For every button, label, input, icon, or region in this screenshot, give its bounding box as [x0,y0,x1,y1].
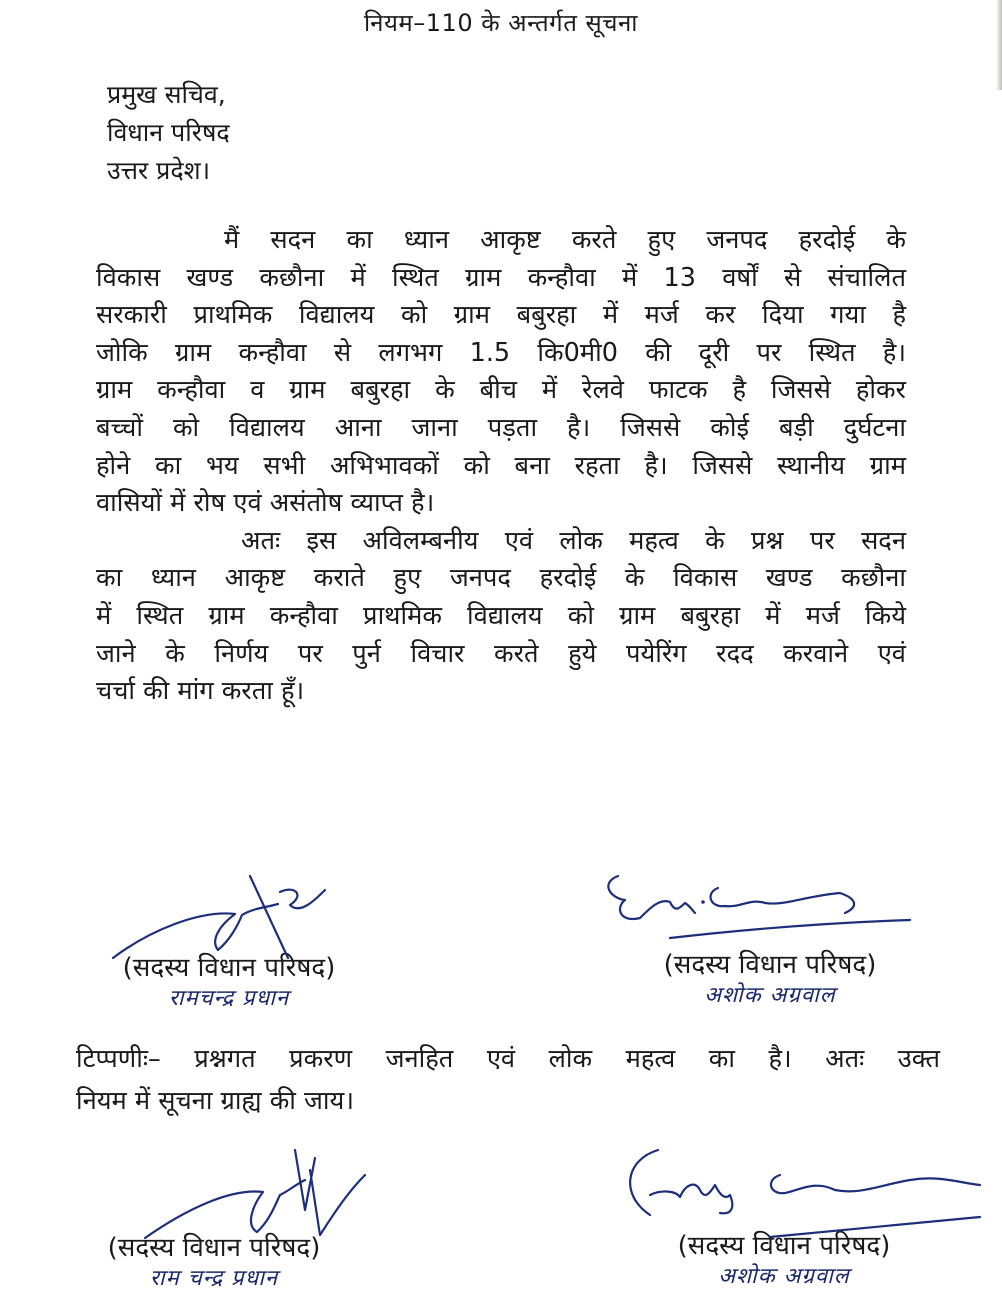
addressee-line: विधान परिषद [107,118,230,147]
paragraph-1-line: सरकारी प्राथमिक विद्यालय को ग्राम बबुरहा में मर्ज कर दिया गया है [96,300,906,331]
document-title: नियम–110 के अन्तर्गत सूचना [363,9,639,37]
designation-label: (सदस्य विधान परिषद) [122,953,336,983]
handwritten-name: राम चन्द्र प्रधान [149,1266,279,1291]
paragraph-2-line: चर्चा की मांग करता हूँ। [96,676,305,707]
designation-label: (सदस्य विधान परिषद) [663,950,877,980]
paragraph-2-line: में स्थित ग्राम कन्हौवा प्राथमिक विद्यालय को ग्राम बबुरहा में मर्ज किये [96,600,906,631]
addressee-line: प्रमुख सचिव, [107,80,226,109]
designation-label: (सदस्य विधान परिषद) [677,1231,891,1261]
paragraph-2-line: का ध्यान आकृष्ट कराते हुए जनपद हरदोई के विकास खण्ड कछौना [96,563,906,594]
signature-ramchandra-pradhan-bottom [145,1150,335,1240]
note-line: टिप्पणीः– प्रश्नगत प्रकरण जनहित एवं लोक महत्व का है। अतः उक्त [76,1044,940,1074]
signature-ramchandra-pradhan-top [110,870,310,960]
paragraph-1-line: वासियों में रोष एवं असंतोष व्याप्त है। [96,488,435,519]
signature-block-top-right [620,945,920,1009]
paragraph-1-line: बच्चों को विद्यालय आना जाना पड़ता है। जिससे कोई बड़ी दुर्घटना [96,412,906,443]
handwritten-name: अशोक अग्रवाल [704,983,836,1008]
handwritten-name: रामचन्द्र प्रधान [168,986,290,1011]
paragraph-2-line: अतः इस अविलम्बनीय एवं लोक महत्व के प्रश्न पर सदन [241,525,906,556]
note-line: नियम में सूचना ग्राह्य की जाय। [76,1086,354,1116]
body-text [96,222,906,711]
paragraph-1-line: विकास खण्ड कछौना में स्थित ग्राम कन्हौवा में 13 वर्षों से संचालित [96,262,906,293]
addressee-block [107,76,230,190]
paragraph-1-line: मैं सदन का ध्यान आकृष्ट करते हुए जनपद हरदोई के [224,225,906,255]
paragraph-1-line: होने का भय सभी अभिभावकों को बना रहता है। जिससे स्थानीय ग्राम [96,450,906,481]
paragraph-1-line: ग्राम कन्हौवा व ग्राम बबुरहा के बीच में रेलवे फाटक है जिससे होकर [96,375,906,406]
signature-ashok-agarwal-bottom [620,1145,980,1245]
handwritten-name: अशोक अग्रवाल [718,1264,850,1289]
addressee-line: उत्तर प्रदेश। [107,156,211,185]
signature-ashok-agarwal-top [600,868,920,948]
paragraph-2-line: जाने के निर्णय पर पुर्न विचार करते हुये पयेरिंग रदद करवाने एवं [96,638,906,669]
designation-label: (सदस्य विधान परिषद) [107,1233,321,1263]
paragraph-1-line: जोकि ग्राम कन्हौवा से लगभग 1.5 कि0मी0 की दूरी पर स्थित है। [96,337,906,368]
note-section [76,1038,940,1122]
